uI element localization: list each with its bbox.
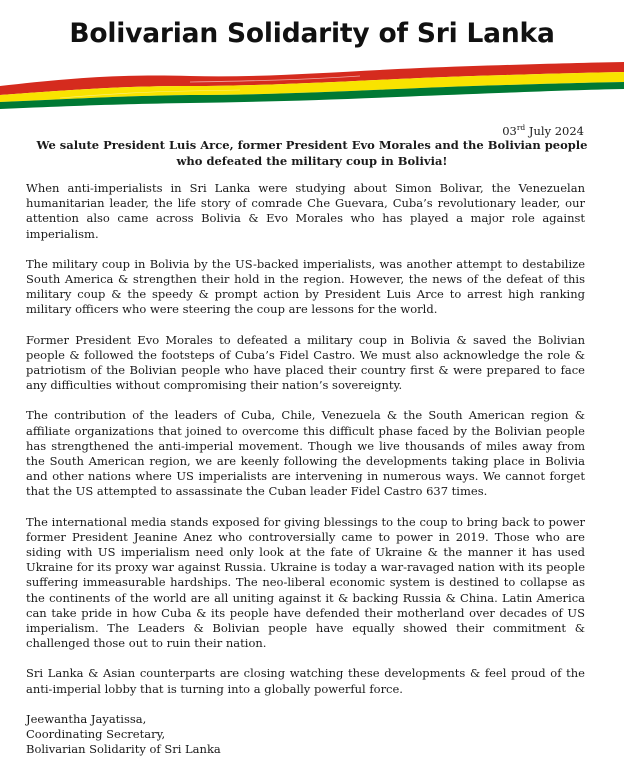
- letter-date: 03rd July 2024: [502, 123, 584, 138]
- letter-body: [26, 181, 585, 758]
- signatory-position: Coordinating Secretary,: [26, 727, 166, 742]
- paragraph: The military coup in Bolivia by the US-backed imperialists, was another attempt to destabilize South America & strengthen their hold in the region. However, the news of the defeat of this military coup & the speedy & prompt action by President Luis Arce to arrest high ranking military officers who were steering the coup are lessons for the world.: [26, 256, 585, 317]
- organization-title: Bolivarian Solidarity of Sri Lanka: [69, 18, 555, 49]
- paragraph: The international media stands exposed for giving blessings to the coup to bring back to power former President Jeanine Anez who controversially came to power in 2019. Those who are siding with US imperialism need only look at the fate of Ukraine & the manner it has used Ukraine for its proxy war against Russia. Ukraine is today a war-ravaged nation with its people suffering immeasurable hardships. The neo-liberal economic system is destined to collapse as the continents of the world are all uniting against it & backing Russia & China. Latin America can take pride in how Cuba & its people have defended their motherland over decades of US imperialism. The Leaders & Bolivian people have equally showed their commitment & challenged those out to ruin their nation.: [26, 514, 585, 651]
- letter-heading: We salute President Luis Arce, former President Evo Morales and the Bolivian people who defeated the military coup in Bolivia!: [36, 138, 588, 168]
- signatory-name: Jeewantha Jayatissa,: [26, 711, 147, 726]
- paragraph: The contribution of the leaders of Cuba, Chile, Venezuela & the South American region & affiliate organizations that joined to overcome this difficult phase faced by the Bolivian people has strengthened the anti-imperial movement. Though we live thousands of miles away from the South American region, we are keenly following the developments taking place in Bolivia and other nations where US imperialists are intervening in numerous ways. We cannot forget that the US attempted to assassinate the Cuban leader Fidel Castro 637 times.: [26, 408, 585, 499]
- signature-block: [26, 712, 585, 758]
- paragraph: Former President Evo Morales to defeated a military coup in Bolivia & saved the Bolivian people & followed the footsteps of Cuba’s Fidel Castro. We must also acknowledge the role & patriotism of the Bolivian people who have placed their country first & were prepared to face any difficulties without compromising their nation’s sovereignty.: [26, 332, 585, 393]
- bolivian-flag-banner: [0, 62, 624, 110]
- paragraph: Sri Lanka & Asian counterparts are closing watching these developments & feel proud of the anti-imperial lobby that is turning into a globally powerful force.: [26, 666, 585, 696]
- signatory-organization: Bolivarian Solidarity of Sri Lanka: [26, 742, 221, 757]
- paragraph: When anti-imperialists in Sri Lanka were studying about Simon Bolivar, the Venezuelan humanitarian leader, the life story of comrade Che Guevara, Cuba’s revolutionary leader, our attention also came across Bolivia & Evo Morales who has played a major role against imperialism.: [26, 181, 585, 241]
